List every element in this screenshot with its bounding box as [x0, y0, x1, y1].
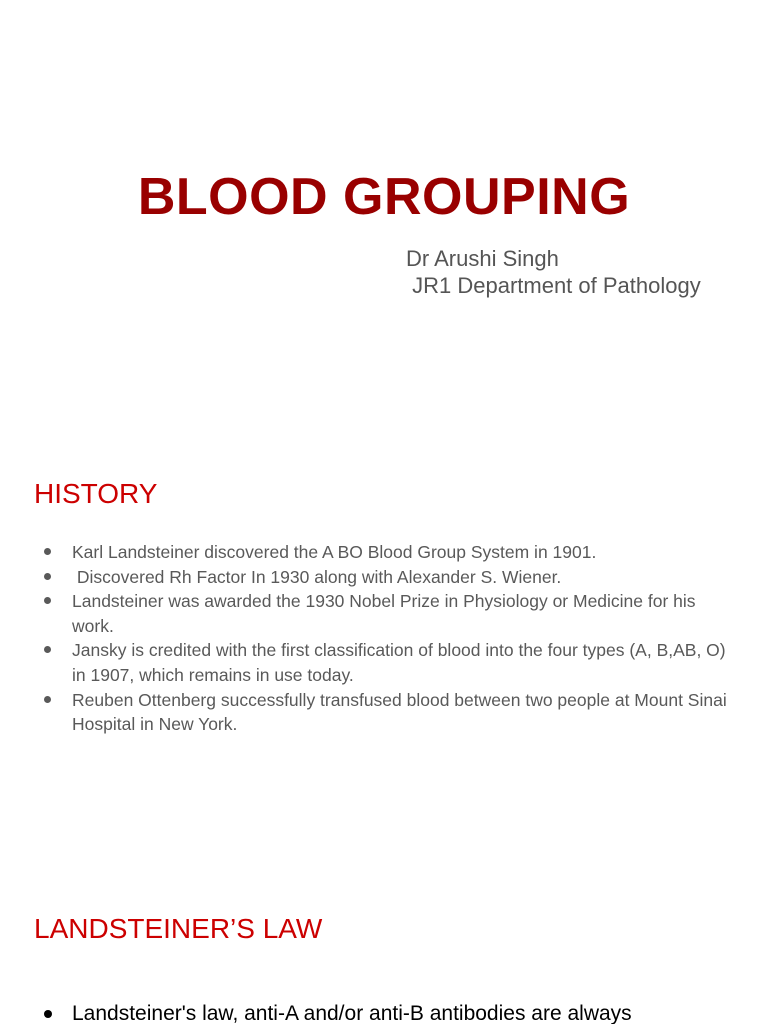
bullet-icon [44, 573, 51, 580]
list-item [34, 638, 734, 687]
history-bullet-list [34, 540, 734, 737]
list-item [34, 1000, 734, 1024]
bullet-text: Landsteiner's law, anti-A and/or anti-B antibodies are always [72, 1002, 632, 1024]
bullet-text: Discovered Rh Factor In 1930 along with Alexander S. Wiener. [72, 566, 562, 587]
history-heading: HISTORY [34, 478, 158, 509]
list-item [34, 540, 734, 565]
bullet-icon [44, 548, 51, 555]
bullet-icon [44, 646, 51, 653]
bullet-icon [44, 1010, 52, 1018]
bullet-text: Karl Landsteiner discovered the A BO Blood Group System in 1901. [72, 542, 597, 562]
list-item [34, 565, 734, 590]
slide-title: BLOOD GROUPING [137, 168, 631, 226]
bullet-text: Jansky is credited with the first classification of blood into the four types (A, B,AB, O) in 1907, which remains in use today. [72, 640, 726, 685]
bullet-text: Reuben Ottenberg successfully transfused blood between two people at Mount Sinai Hospital in New York. [72, 689, 727, 735]
author-department: JR1 Department of Pathology [406, 273, 701, 298]
bullet-text: Landsteiner was awarded the 1930 Nobel Prize in Physiology or Medicine for his work. [72, 591, 696, 636]
list-item [34, 589, 734, 638]
law-bullet-list [34, 1000, 734, 1024]
landsteiners-law-heading: LANDSTEINER’S LAW [34, 913, 323, 944]
list-item [34, 688, 734, 737]
bullet-icon [44, 597, 51, 604]
author-name: Dr Arushi Singh [406, 246, 559, 271]
bullet-icon [44, 696, 51, 703]
